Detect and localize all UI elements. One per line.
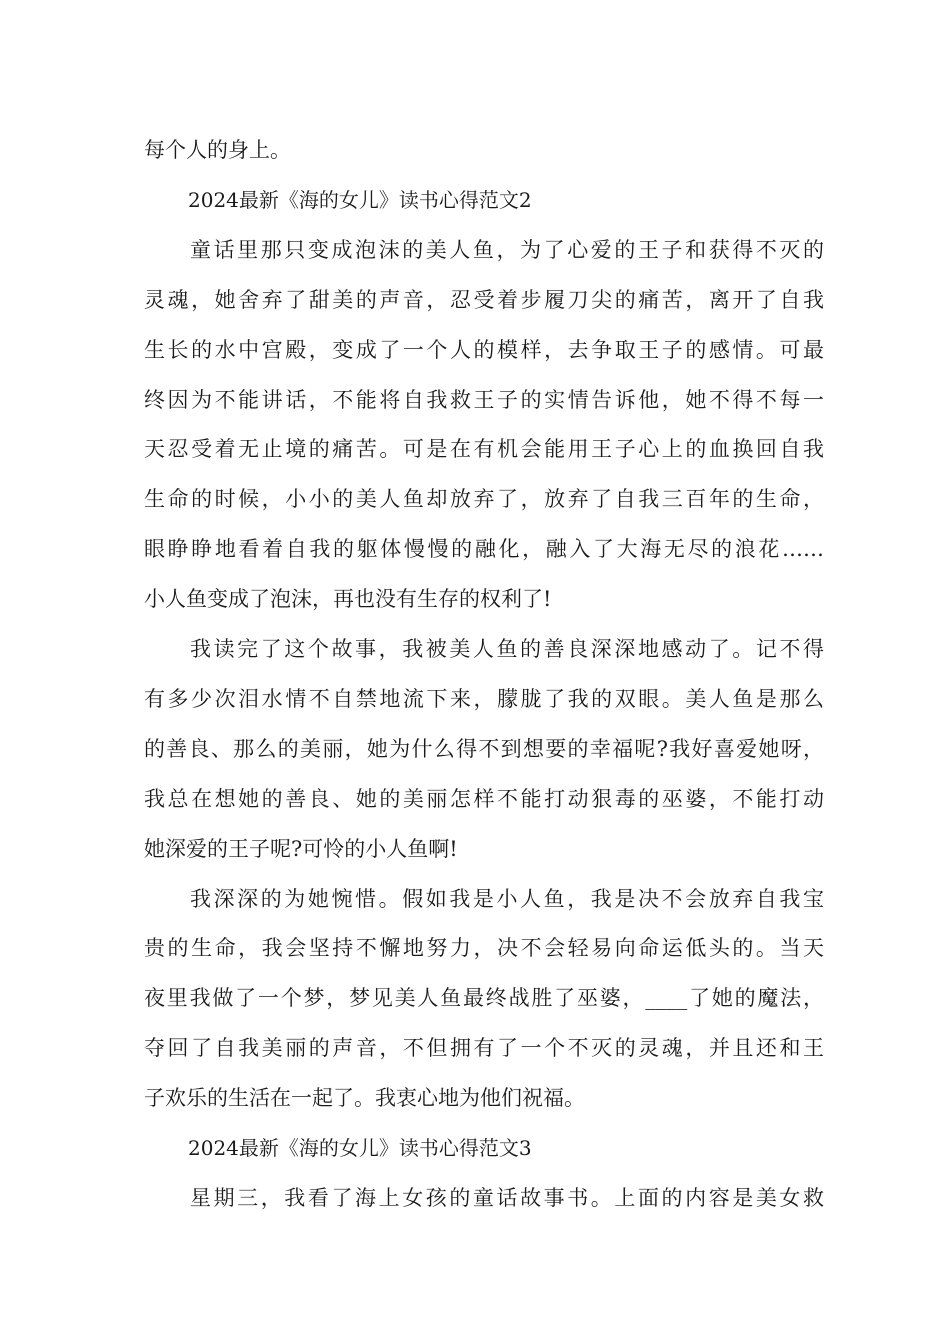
paragraph-line: 夜里我做了一个梦，梦见美人鱼最终战胜了巫婆，____了她的魔法， — [144, 986, 824, 1011]
paragraph-first-line: 童话里那只变成泡沫的美人鱼，为了心爱的王子和获得不灭的 — [190, 237, 824, 262]
paragraph-first-line: 星期三，我看了海上女孩的童话故事书。上面的内容是美女救 — [190, 1185, 824, 1210]
paragraph-first-line: 我读完了这个故事，我被美人鱼的善良深深地感动了。记不得 — [190, 637, 824, 661]
paragraph-line: 的善良、那么的美丽，她为什么得不到想要的幸福呢?我好喜爱她呀， — [144, 736, 824, 761]
paragraph-line: 贵的生命，我会坚持不懈地努力，决不会轻易向命运低头的。当天 — [144, 936, 824, 961]
paragraph-line: 有多少次泪水情不自禁地流下来，朦胧了我的双眼。美人鱼是那么 — [144, 686, 824, 711]
paragraph-line: 她深爱的王子呢?可怜的小人鱼啊! — [144, 836, 458, 861]
paragraph-line: 生命的时候，小小的美人鱼却放弃了，放弃了自我三百年的生命， — [144, 487, 824, 512]
paragraph-first-line: 我深深的为她惋惜。假如我是小人鱼，我是决不会放弃自我宝 — [190, 886, 824, 911]
paragraph-line: 终因为不能讲话，不能将自我救王子的实情告诉他，她不得不每一 — [144, 387, 824, 412]
paragraph-line: 每个人的身上。 — [144, 138, 291, 162]
paragraph-line: 小人鱼变成了泡沫，再也没有生存的权利了! — [144, 587, 552, 612]
paragraph-line: 子欢乐的生活在一起了。我衷心地为他们祝福。 — [144, 1086, 585, 1111]
paragraph-line: 我总在想她的善良、她的美丽怎样不能打动狠毒的巫婆，不能打动 — [144, 786, 824, 811]
section-heading: 2024最新《海的女儿》读书心得范文2 — [188, 187, 532, 212]
paragraph-line: 眼睁睁地看着自我的躯体慢慢的融化，融入了大海无尽的浪花…… — [144, 537, 824, 562]
paragraph-line: 天忍受着无止境的痛苦。可是在有机会能用王子心上的血换回自我 — [144, 437, 824, 462]
paragraph-line: 夺回了自我美丽的声音，不但拥有了一个不灭的灵魂，并且还和王 — [144, 1036, 824, 1061]
section-heading: 2024最新《海的女儿》读书心得范文3 — [188, 1136, 532, 1160]
paragraph-line: 灵魂，她舍弃了甜美的声音，忍受着步履刀尖的痛苦，离开了自我 — [144, 287, 824, 312]
paragraph-line: 生长的水中宫殿，变成了一个人的模样，去争取王子的感情。可最 — [144, 337, 824, 362]
